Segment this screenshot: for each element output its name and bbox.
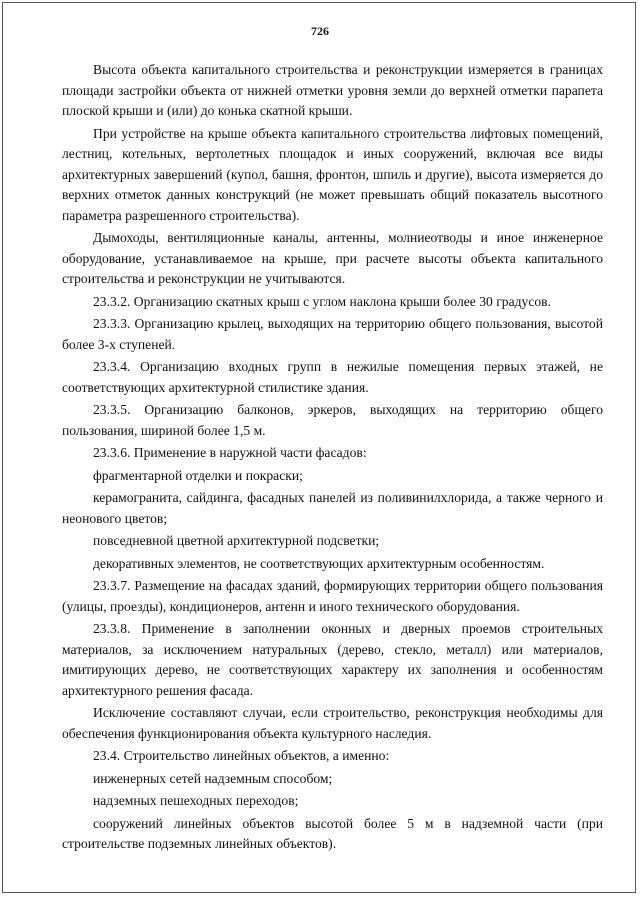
paragraph-23-3-5: 23.3.5. Организацию балконов, эркеров, выходящих на территорию общего пользования, шириной более 1,5 м. (62, 402, 603, 438)
list-item-fragmentary-finish: фрагментарной отделки и покраски; (93, 467, 303, 483)
list-item-porcelain-siding: керамогранита, сайдинга, фасадных панелей из поливинилхлорида, а также черного и неонового цветов; (62, 490, 603, 526)
list-item-pedestrian-crossings: надземных пешеходных переходов; (93, 793, 299, 808)
list-item-decorative-elements: декоративных элементов, не соответствующих архитектурным особенностям. (93, 555, 545, 571)
paragraph-23-3-7: 23.3.7. Размещение на фасадах зданий, формирующих территории общего пользования (улицы, проезды), кондиционеров, антенн и иного технического оборудования. (62, 578, 603, 614)
paragraph-23-3-2: 23.3.2. Организацию скатных крыш с углом наклона крыши более 30 градусов. (93, 293, 551, 309)
paragraph-chimneys: Дымоходы, вентиляционные каналы, антенны, молниеотводы и иное инженерное оборудование, устанавливаемое на крыше, при расчете высоты объекта капитального строительства и реконструкции не учитываются. (62, 230, 603, 286)
paragraph-23-3-4: 23.3.4. Организацию входных групп в нежилые помещения первых этажей, не соответствующих архитектурной стилистике здания. (62, 359, 603, 395)
list-item-utility-networks: инженерных сетей надземным способом; (93, 770, 333, 786)
paragraph-23-3-8: 23.3.8. Применение в заполнении оконных и дверных проемов строительных материалов, за исключением натуральных (дерево, стекло, металл) или материалов, имитирующих дерево, не соответствующих характеру их заполнения и особенностям архитектурного решения фасада. (62, 621, 603, 698)
paragraph-height-measurement: Высота объекта капитального строительства и реконструкции измеряется в границах площади застройки объекта от нижней отметки уровня земли до верхней отметки парапета плоской крыши и (или) до конька скатной крыши. (62, 62, 603, 118)
paragraph-23-3-6: 23.3.6. Применение в наружной части фасадов: (93, 445, 367, 460)
paragraph-23-4: 23.4. Строительство линейных объектов, а именно: (93, 748, 390, 763)
paragraph-roof-structures: При устройстве на крыше объекта капитального строительства лифтовых помещений, лестниц, котельных, вертолетных площадок и иных сооружений, включая все виды архитектурных завершений (купол, башня, фронтон, шпиль и другие), высота измеряется до верхних отметок данных конструкций (не может превышать общий показатель высотного параметра разрешенного строительства). (62, 125, 603, 223)
page-number: 726 (311, 24, 329, 38)
paragraph-23-3-3: 23.3.3. Организацию крылец, выходящих на территорию общего пользования, высотой более 3-х ступеней. (62, 316, 603, 352)
paragraph-exception: Исключение составляют случаи, если строительство, реконструкция необходимы для обеспечения функционирования объекта культурного наследия. (62, 705, 603, 741)
document-body (62, 60, 603, 855)
list-item-linear-structures: сооружений линейных объектов высотой более 5 м в надземной части (при строительстве подземных линейных объектов). (62, 815, 603, 851)
list-item-lighting: повседневной цветной архитектурной подсветки; (93, 533, 380, 548)
